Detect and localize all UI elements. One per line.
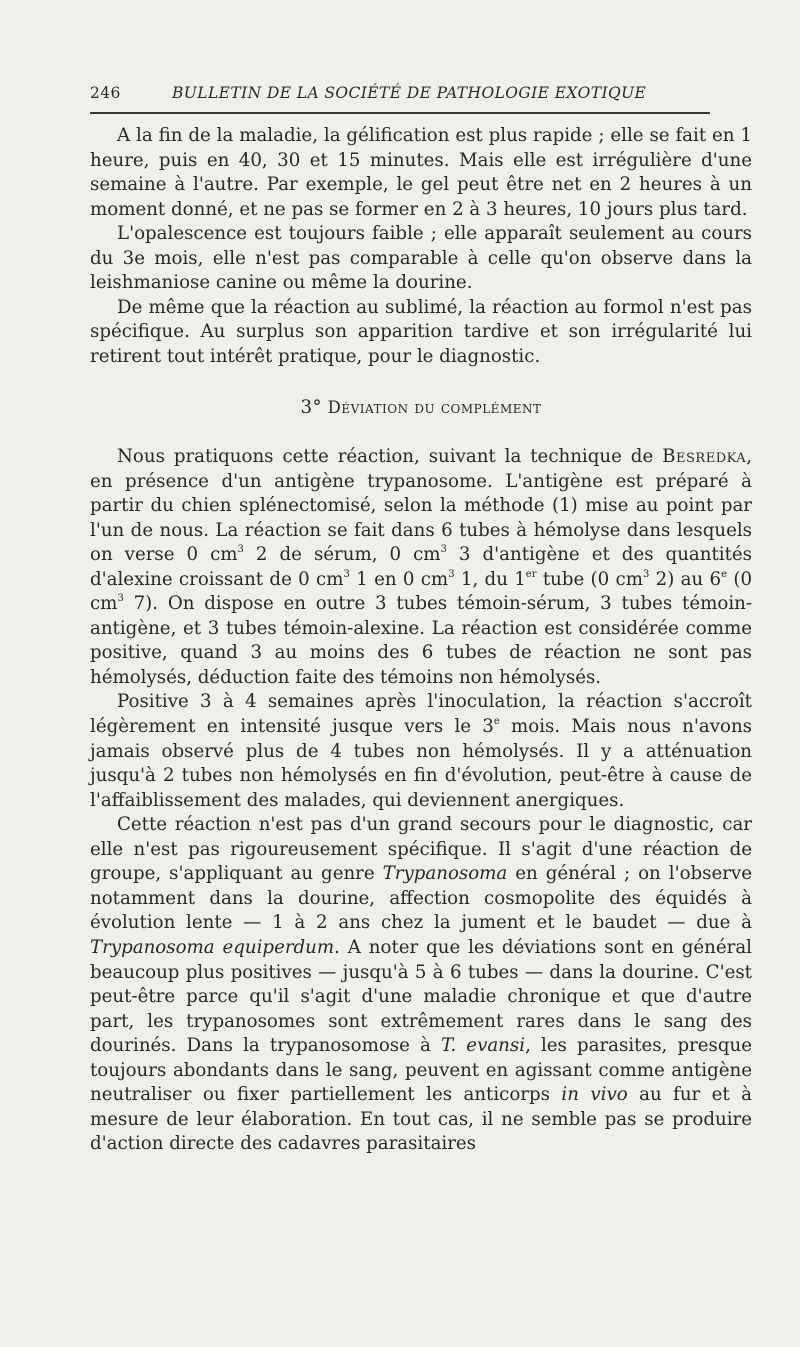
- opalescence-text: L'opalescence est toujours faible ; elle apparaît seulement au cours du 3e mois, elle n'est pas comparable à celle qu'on observe dans la leishmaniose canine ou même la dourine.: [90, 223, 752, 294]
- text-run: , en présence d'un antigène trypanosome. L'antigène est préparé à partir du chien splénectomisé, selon la méthode (1) mise au point par l'un de nous. La réaction se fait dans 6 tubes à hémolyse dans lesquels on verse 0 cm: [90, 446, 752, 566]
- text-run: 2 de sérum, 0 cm: [243, 544, 441, 566]
- running-header: [90, 84, 712, 110]
- author-besredka: Besredka: [662, 446, 747, 468]
- text-run: Nous pratiquons cette réaction, suivant la technique de: [117, 446, 663, 468]
- paragraph-technique: [90, 445, 752, 690]
- text-run: . A noter que les déviations sont en général beaucoup plus positives — jusqu'à 5 à 6 tubes — dans la dourine. C'est peut-être parce qu'il s'agit d'une maladie chronique et que d'autre part, les trypanosomes sont extrêmement rares dans le sang des dourinés. Dans la trypanosomose à: [90, 936, 752, 1057]
- superscript: 3: [117, 593, 124, 605]
- section-title: Déviation du complément: [327, 398, 542, 418]
- text-run: au fur et à mesure de leur élaboration. En tout cas, il ne semble pas se produire d'action directe des cadavres parasitaires: [90, 1084, 752, 1155]
- journal-title: BULLETIN DE LA SOCIÉTÉ DE PATHOLOGIE EXOTIQUE: [172, 84, 647, 102]
- text-run: 3 d'antigène et des quantités d'alexine croissant de 0 cm: [90, 544, 752, 590]
- text-run: 7). On dispose en outre 3 tubes témoin-sérum, 3 tubes témoin-antigène, et 3 tubes témoin-alexine. La réaction est considérée comme positive, quand 3 au moins des 6 tubes de réaction ne sont pas hémolysés, déduction faite des témoins non hémolysés.: [90, 593, 752, 688]
- superscript: 3: [448, 568, 455, 580]
- paragraph-positive: [90, 690, 752, 813]
- text-run: en général ; on l'observe notamment dans la dourine, affection cosmopolite des équidés à évolution lente — 1 à 2 ans chez la jument et le baudet — due à: [90, 863, 752, 934]
- text-run: Positive 3 à 4 semaines après l'inoculation, la réaction s'accroît légèrement en intensité jusque vers le 3: [90, 691, 752, 738]
- header-rule: [90, 112, 710, 114]
- species-equiperdum: Trypanosoma equiperdum: [90, 936, 335, 958]
- paragraph-specificity: [90, 813, 752, 1157]
- superscript: 3: [237, 544, 244, 556]
- superscript: 3: [642, 568, 650, 580]
- superscript: e: [721, 568, 728, 580]
- text-run: 2) au 6: [649, 568, 722, 590]
- paragraph-formol: De même que la réaction au sublimé, la réaction au formol n'est pas spécifique. Au surplus son apparition tardive et son irrégularité lui retirent tout intérêt pratique, pour le diagnostic.: [90, 296, 752, 367]
- superscript: e: [493, 715, 500, 727]
- text-run: tube (0 cm: [536, 568, 643, 590]
- section-number: 3°: [300, 397, 322, 419]
- superscript: 3: [440, 544, 447, 556]
- page-number: 246: [90, 84, 121, 102]
- article-body: [90, 124, 752, 1157]
- text-run: , les parasites, presque toujours abondants dans le sang, peuvent en agissant comme antigène neutraliser ou fixer partiellement les anticorps: [90, 1035, 753, 1106]
- superscript: 3: [343, 568, 350, 580]
- paragraph-opalescence: [90, 222, 752, 296]
- species-evansi: T. evansi: [440, 1035, 526, 1057]
- term-in-vivo: in vivo: [561, 1084, 628, 1106]
- text-run: 1 en 0 cm: [349, 568, 449, 590]
- paragraph-gelification: A la fin de la maladie, la gélification est plus rapide ; elle se fait en 1 heure, puis en 40, 30 et 15 minutes. Mais elle est irrégulière d'une semaine à l'autre. Par exemple, le gel peut être net en 2 heures à un moment donné, et ne pas se former en 2 à 3 heures, 10 jours plus tard.: [90, 125, 752, 220]
- section-heading: [90, 396, 752, 421]
- superscript: er: [525, 568, 537, 580]
- text-run: (0 cm: [90, 568, 753, 615]
- text-run: 1, du 1: [454, 568, 526, 590]
- text-run: Cette réaction n'est pas d'un grand secours pour le diagnostic, car elle n'est pas rigoureusement spécifique. Il s'agit d'une réaction de groupe, s'appliquant au genre: [90, 814, 752, 885]
- genus-trypanosoma: Trypanosoma: [382, 863, 508, 885]
- text-run: mois. Mais nous n'avons jamais observé plus de 4 tubes non hémolysés. Il y a atténuation jusqu'à 2 tubes non hémolysés en fin d'évolution, peut-être à cause de l'affaiblissement des malades, qui deviennent anergiques.: [90, 716, 752, 811]
